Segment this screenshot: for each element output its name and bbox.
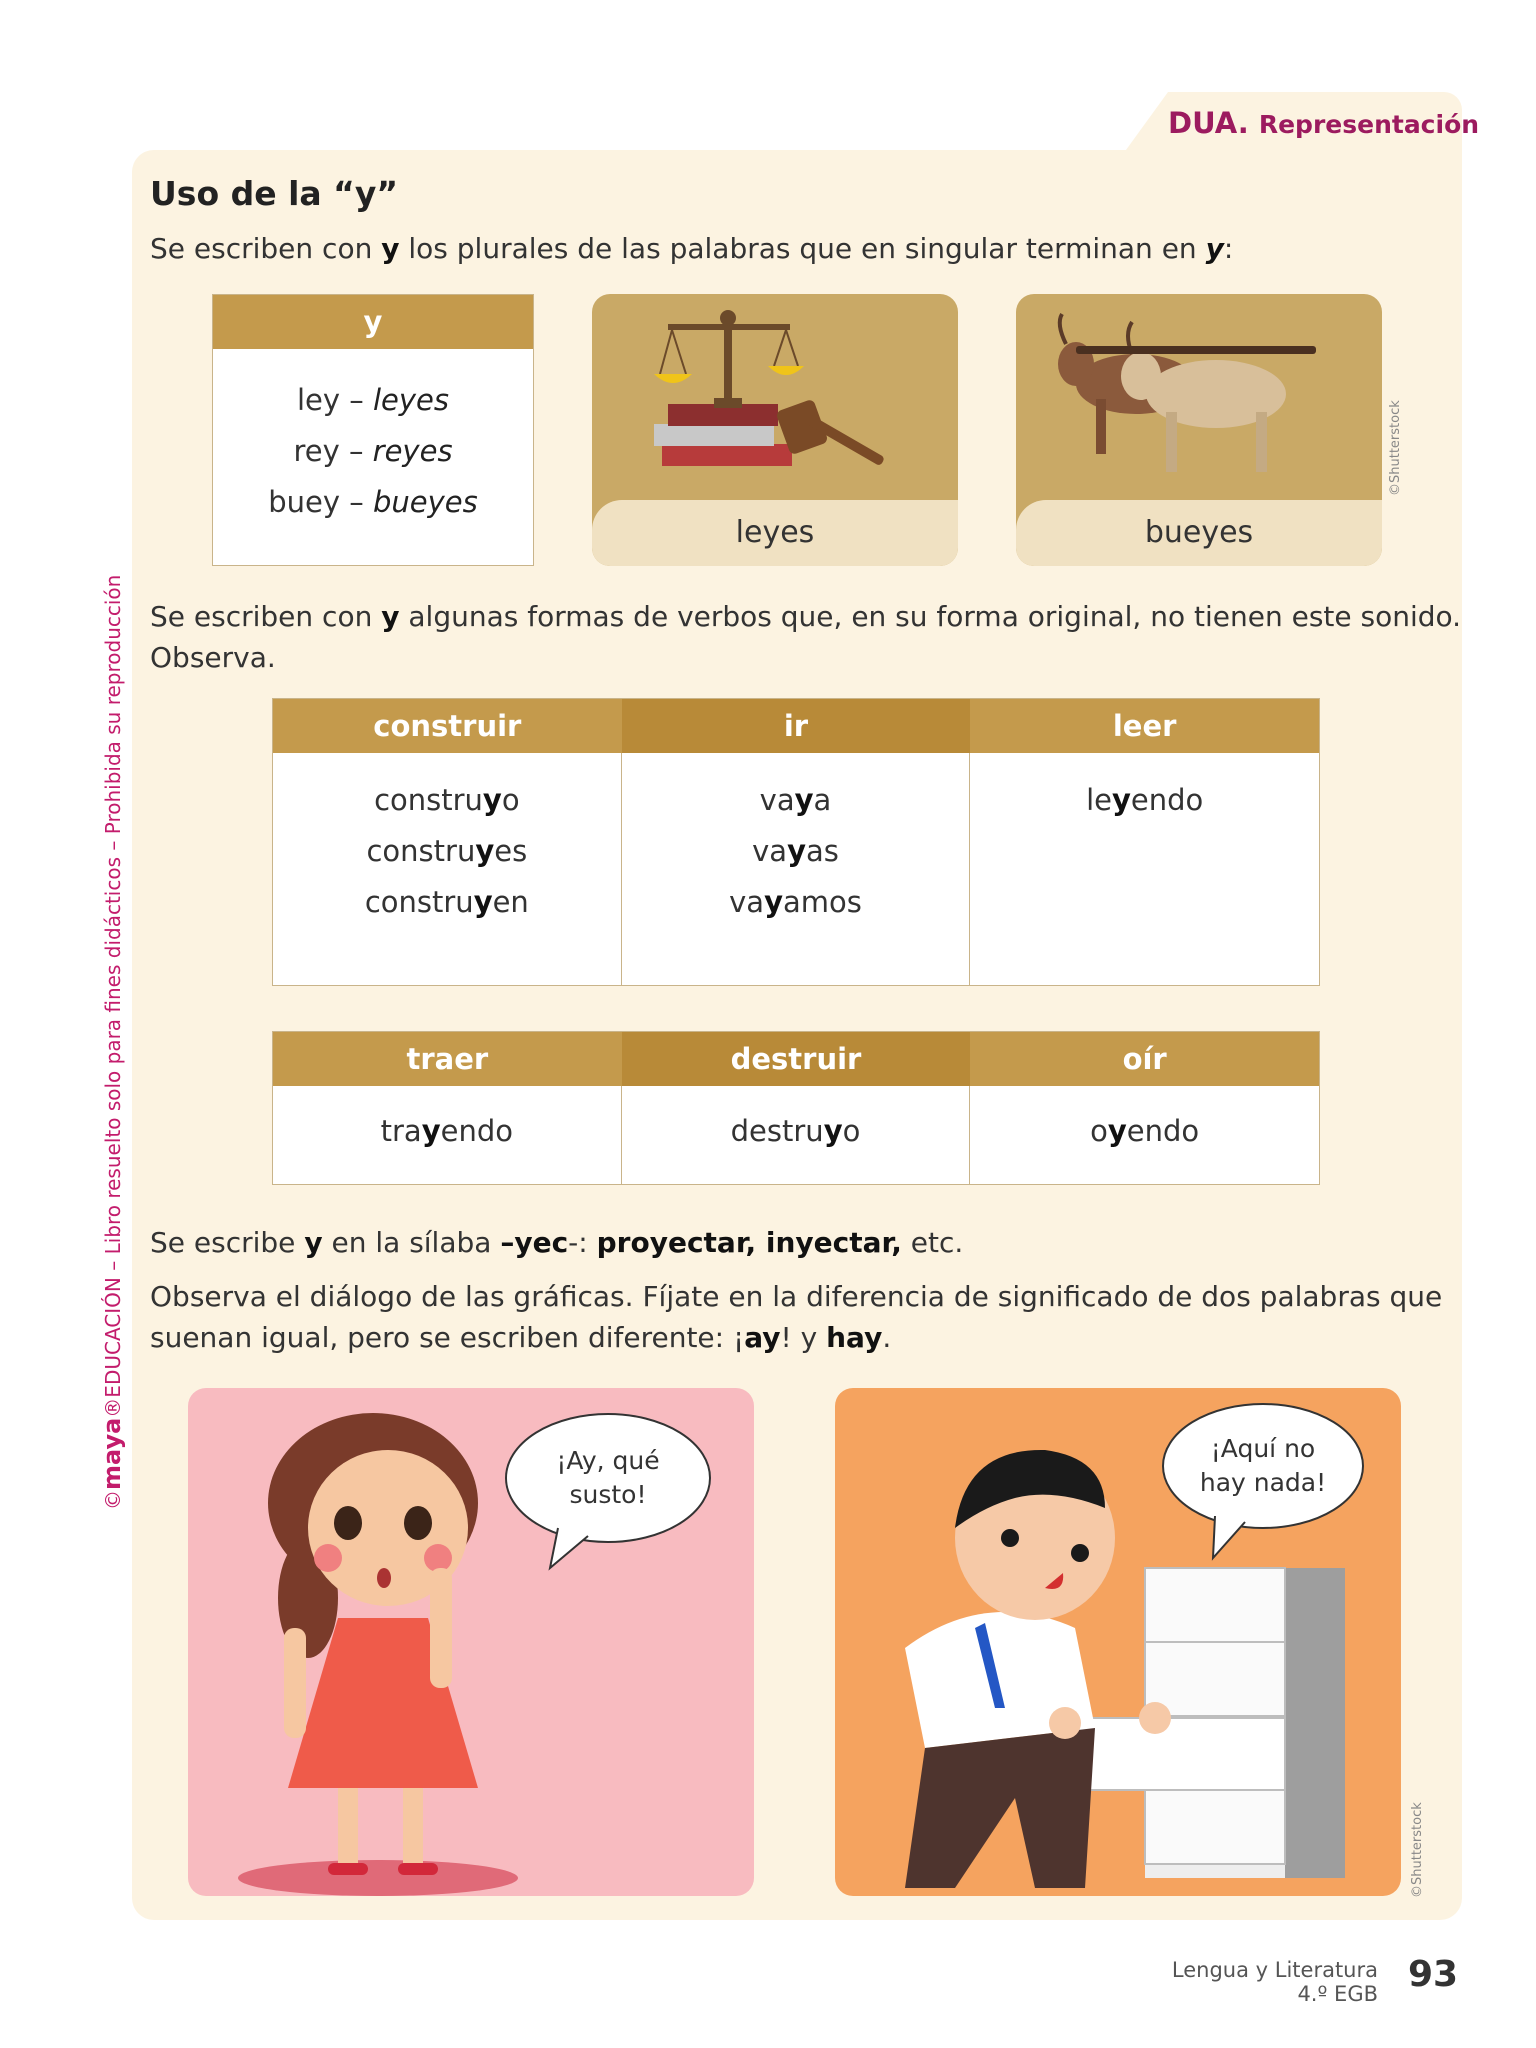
speech-bubble-text: ¡Ay, qué susto! <box>556 1446 660 1509</box>
y-table-row: rey – reyes <box>293 434 453 468</box>
image-credit: ©Shutterstock <box>1410 1802 1425 1898</box>
verb-forms-cell: trayendo <box>273 1086 622 1184</box>
section-title: Uso de la “y” <box>150 174 399 213</box>
dialog-intro: Observa el diálogo de las gráficas. Fíjate en la diferencia de significado de dos palabras que suenan igual, pero se escriben diferente: ¡ay! y hay. <box>150 1280 1443 1354</box>
card-bueyes <box>1016 294 1382 566</box>
verb-header: destruir <box>622 1032 971 1086</box>
image-credit: ©Shutterstock <box>1388 400 1403 496</box>
page-number: 93 <box>1408 1954 1459 1995</box>
card-caption: leyes <box>592 500 958 566</box>
verb-header: leer <box>970 699 1319 753</box>
verb-header: oír <box>970 1032 1319 1086</box>
oxen-icon <box>1016 294 1382 504</box>
verb-table-1 <box>272 698 1320 986</box>
verb-forms-cell: vaya vayas vayamos <box>622 753 971 985</box>
verb-forms-cell: leyendo <box>1086 783 1204 817</box>
verb-header: traer <box>273 1032 622 1086</box>
illustration-man <box>835 1388 1401 1896</box>
verbs-intro-paragraph: Se escriben con y algunas formas de verbos que, en su forma original, no tienen este sonido. Observa. <box>150 600 1462 674</box>
y-table-header: y <box>213 295 533 349</box>
y-plural-table <box>212 294 534 566</box>
card-leyes <box>592 294 958 566</box>
verb-header: ir <box>622 699 971 753</box>
card-caption: bueyes <box>1016 500 1382 566</box>
verb-header: construir <box>273 699 622 753</box>
yec-rule: Se escribe y en la sílaba –yec-: proyectar, inyectar, etc. <box>150 1226 964 1259</box>
y-table-row: ley – leyes <box>296 383 449 417</box>
scales-gavel-icon <box>592 294 958 504</box>
copyright-sidebar: ©maya®EDUCACIÓN – Libro resuelto solo para fines didácticos – Prohibida su reproducción <box>98 574 126 1510</box>
verb-table-2 <box>272 1031 1320 1185</box>
speech-bubble-text: ¡Aquí no hay nada! <box>1199 1434 1327 1497</box>
y-table-row: buey – bueyes <box>268 485 478 519</box>
intro-paragraph: Se escriben con y los plurales de las palabras que en singular terminan en y: <box>150 232 1234 265</box>
verb-forms-cell: destruyo <box>622 1086 971 1184</box>
footer-subject: Lengua y Literatura 4.º EGB <box>1171 1958 1378 2006</box>
verb-forms-cell: construyo construyes construyen <box>273 753 622 985</box>
dua-tag: DUA. Representación <box>1168 106 1480 140</box>
illustration-girl <box>188 1388 754 1896</box>
verb-forms-cell: oyendo <box>1090 1114 1200 1148</box>
